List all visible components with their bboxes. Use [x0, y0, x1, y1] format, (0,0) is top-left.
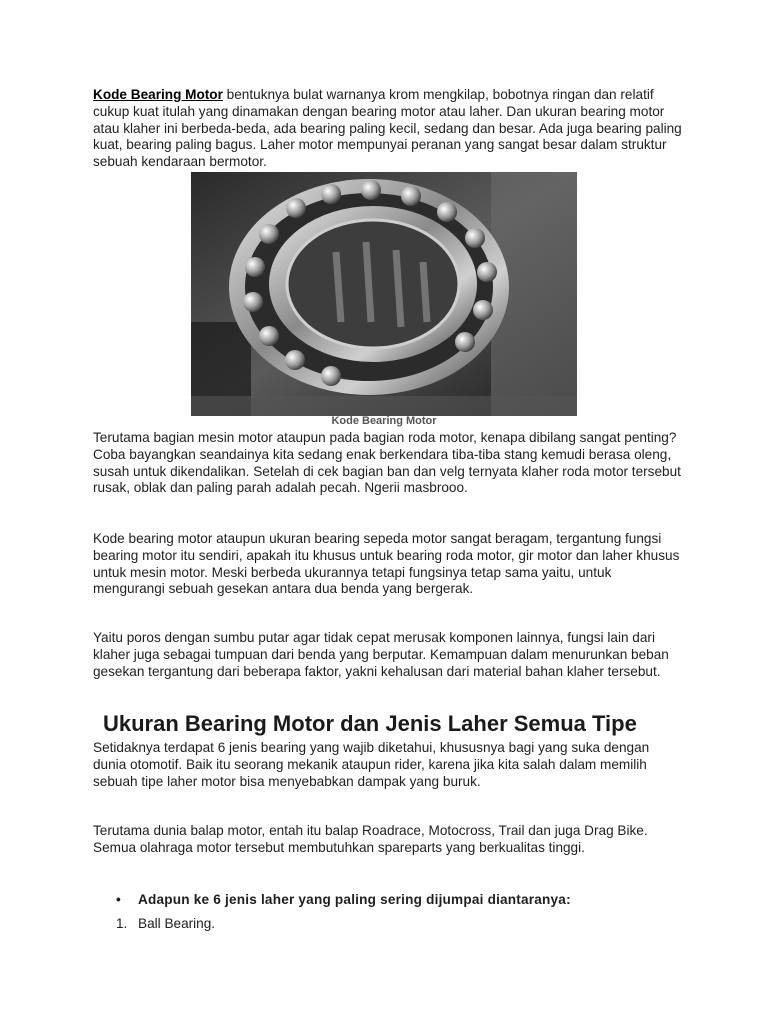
body-paragraph: Yaitu poros dengan sumbu putar agar tidak cepat merusak komponen lainnya, fungsi lain dari klaher juga sebagai tumpuan dari benda yang berputar. Kemampuan dalam menurunkan beban gesekan tergantung dari beberapa faktor, yakni kehalusan dari material bahan klaher tersebut. [93, 630, 669, 679]
list-item-number: 1. [116, 916, 128, 931]
section-paragraph: Setidaknya terdapat 6 jenis bearing yang wajib diketahui, khususnya bagi yang suka dengan dunia otomotif. Baik itu seorang mekanik ataupun rider, karena jika kita salah dalam memilih sebuah tipe laher motor bisa menyebabkan dampak yang buruk. [93, 740, 650, 789]
body-paragraph: Kode bearing motor ataupun ukuran bearing sepeda motor sangat beragam, tergantung fungsi bearing motor itu sendiri, apakah itu khusus untuk bearing roda motor, gir motor dan laher khusus untuk mesin motor. Meski berbeda ukurannya tetapi fungsinya tetap sama yaitu, untuk mengurangi sebuah gesekan antara dua benda yang bergerak. [93, 531, 680, 597]
figure-caption: Kode Bearing Motor [331, 415, 437, 427]
bearing-photo [191, 172, 577, 416]
list-item-text: Ball Bearing. [138, 916, 216, 931]
intro-paragraph [93, 87, 683, 171]
kode-bearing-motor-link[interactable]: Kode Bearing Motor [93, 87, 223, 102]
bullet-text: Adapun ke 6 jenis laher yang paling sering dijumpai diantaranya: [138, 892, 571, 907]
bullet-icon: • [116, 892, 121, 907]
section-heading: Ukuran Bearing Motor dan Jenis Laher Semua Tipe [103, 711, 637, 736]
section-paragraph: Terutama dunia balap motor, entah itu balap Roadrace, Motocross, Trail dan juga Drag Bike. Semua olahraga motor tersebut membutuhkan spareparts yang berkualitas tinggi. [93, 823, 648, 855]
intro-text: bentuknya bulat warnanya krom mengkilap, bobotnya ringan dan relatif cukup kuat itulah yang dinamakan dengan bearing motor atau laher. Dan ukuran bearing motor atau klaher ini berbeda-beda, ada bearing paling kecil, sedang dan besar. Ada juga bearing paling kuat, bearing paling bagus. Laher motor mempunyai peranan yang sangat besar dalam struktur sebuah kendaraan bermotor. [93, 87, 682, 170]
body-paragraph: Terutama bagian mesin motor ataupun pada bagian roda motor, kenapa dibilang sangat penting? Coba bayangkan seandainya kita sedang enak berkendara tiba-tiba stang kemudi berasa oleng, susah untuk dikendalikan. Setelah di cek bagian ban dan velg ternyata klaher roda motor tersebut rusak, oblak dan paling parah adalah pecah. Ngerii masbrooo. [93, 430, 681, 496]
bearing-illustration [229, 179, 509, 395]
